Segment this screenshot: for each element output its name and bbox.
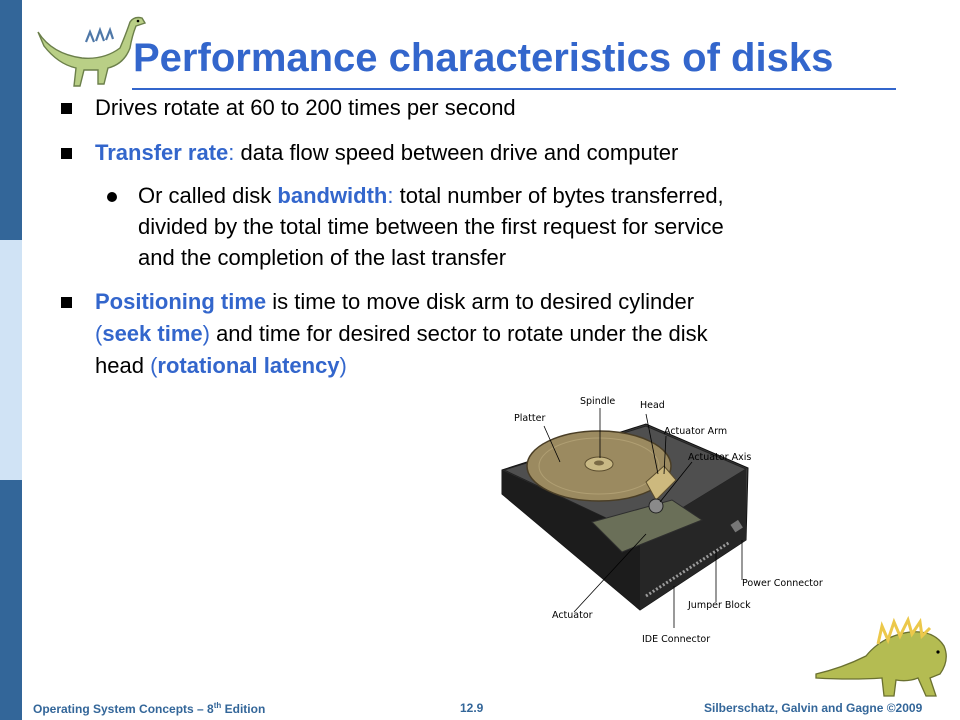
sub-text: divided by the total time between the first request for service [138,214,724,239]
label-head: Head [640,400,665,411]
subbullet-bandwidth-line1 [138,180,724,212]
sidebar-segment-middle [0,240,22,480]
round-bullet-icon [107,192,117,202]
label-actuator-axis: Actuator Axis [688,452,752,463]
footer-book-title [33,701,265,716]
label-spindle: Spindle [580,396,616,407]
sidebar-segment-bottom [0,480,22,720]
sub-text: and the completion of the last transfer [138,245,507,270]
label-actuator: Actuator [552,610,593,621]
bullet-text: head [95,353,151,378]
paren-close: ) [339,353,347,378]
footer-title-text: Edition [221,702,266,716]
left-sidebar [0,0,22,720]
term-colon: : [228,140,235,165]
term-colon: : [387,183,394,208]
term-seek-time: seek time [102,321,203,346]
label-platter: Platter [514,413,546,424]
bullet-positioning-line1 [95,286,694,318]
sidebar-segment-top [0,0,22,240]
dinosaur-corner-icon [812,616,954,700]
term-rotational-latency: rotational latency [157,353,340,378]
square-bullet-icon [61,103,72,114]
bullet-transfer-rate [95,137,678,169]
bullet-text: data flow speed between drive and computer [234,140,679,165]
bullet-positioning-line2 [95,318,708,350]
paren-close: ) [202,321,210,346]
square-bullet-icon [61,297,72,308]
bullet-positioning-line3 [95,350,347,382]
hard-disk-diagram [496,390,846,650]
footer-page-number: 12.9 [460,701,484,715]
paren-open: ( [150,353,158,378]
title-underline [132,88,896,90]
footer-title-text: Operating System Concepts – 8 [33,702,214,716]
subbullet-bandwidth-line2 [138,211,724,243]
label-power-connector: Power Connector [742,578,823,589]
bullet-text: is time to move disk arm to desired cylinder [266,289,695,314]
term-positioning-time: Positioning time [95,289,267,314]
term-transfer-rate: Transfer rate [95,140,229,165]
bullet-text: Drives rotate at 60 to 200 times per second [95,95,516,120]
label-jumper-block: Jumper Block [688,600,751,611]
footer-superscript: th [213,701,222,710]
slide-title: Performance characteristics of disks [133,36,834,80]
paren-open: ( [95,321,103,346]
bullet-rotation-speed [95,92,516,124]
sub-text: Or called disk [138,183,278,208]
sub-text: total number of bytes transferred, [393,183,724,208]
subbullet-bandwidth-line3 [138,242,506,274]
footer-authors: Silberschatz, Galvin and Gagne ©2009 [704,701,923,715]
square-bullet-icon [61,148,72,159]
bullet-text: and time for desired sector to rotate under the disk [209,321,708,346]
label-actuator-arm: Actuator Arm [664,426,728,437]
label-ide-connector: IDE Connector [642,634,711,645]
term-bandwidth: bandwidth [277,183,388,208]
